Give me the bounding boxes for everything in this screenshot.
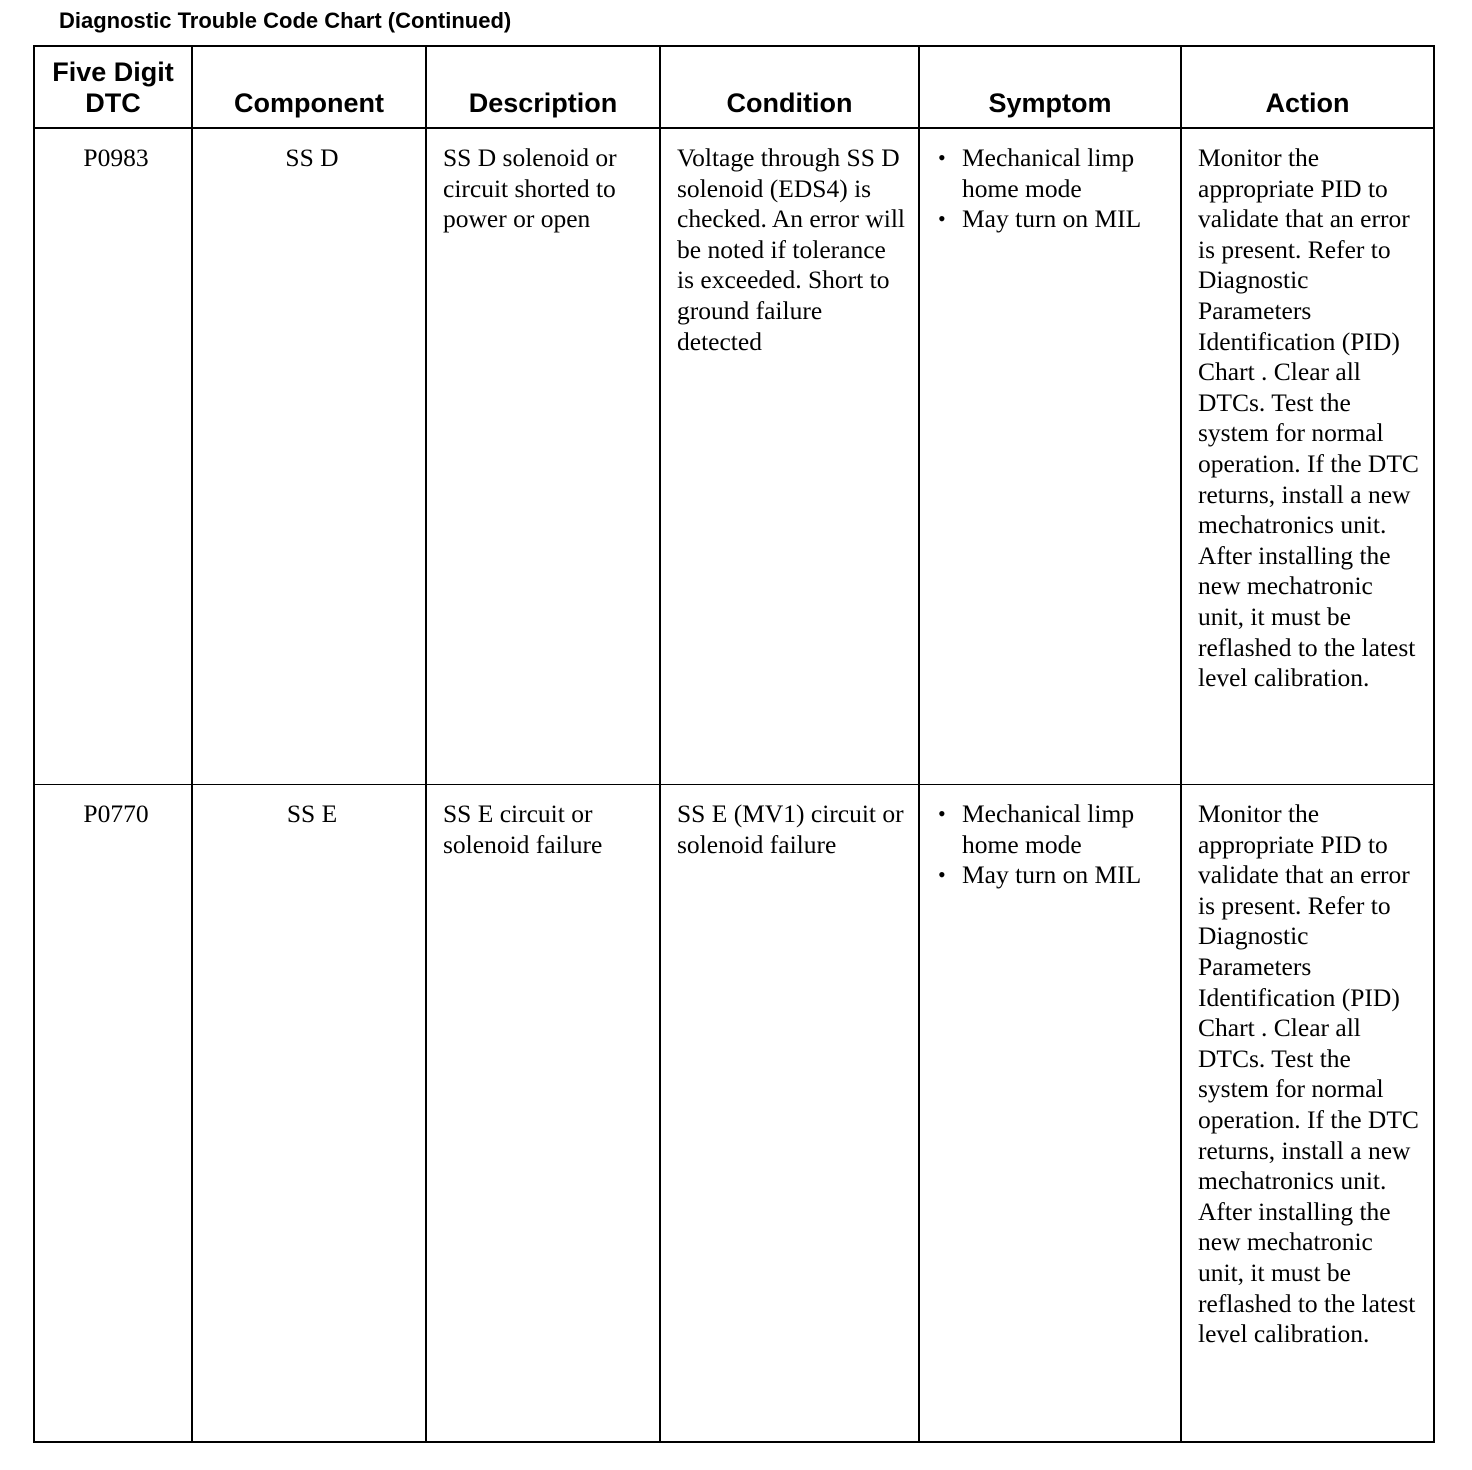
cell-symptom	[919, 128, 1181, 785]
bullet-icon: •	[938, 206, 946, 232]
cell-action: Monitor the appropriate PID to validate that an error is present. Refer to Diagnostic Parameters Identification (PID) Chart . Clear all DTCs. Test the system for normal operation. If the DTC returns, install a new mechatronics unit. After installing the new mechatronic unit, it must be reflashed to the latest level calibration.	[1181, 785, 1434, 1443]
header-description: Description	[426, 46, 660, 128]
table-header-row	[34, 46, 1434, 128]
cell-condition: SS E (MV1) circuit or solenoid failure	[660, 785, 919, 1443]
bullet-icon: •	[938, 862, 946, 888]
cell-dtc: P0983	[34, 128, 192, 785]
symptom-text: May turn on MIL	[962, 204, 1142, 234]
symptom-item	[936, 204, 1170, 235]
cell-description: SS D solenoid or circuit shorted to power or open	[426, 128, 660, 785]
bullet-icon: •	[938, 801, 946, 826]
symptom-item	[936, 799, 1170, 860]
cell-component: SS D	[192, 128, 426, 785]
cell-action: Monitor the appropriate PID to validate that an error is present. Refer to Diagnostic Parameters Identification (PID) Chart . Clear all DTCs. Test the system for normal operation. If the DTC returns, install a new mechatronics unit. After installing the new mechatronic unit, it must be reflashed to the latest level calibration.	[1181, 128, 1434, 785]
cell-dtc: P0770	[34, 785, 192, 1443]
header-component: Component	[192, 46, 426, 128]
symptom-item	[936, 860, 1170, 891]
symptom-text: Mechanical limp home mode	[962, 143, 1135, 203]
table-row	[34, 128, 1434, 785]
header-condition: Condition	[660, 46, 919, 128]
cell-symptom	[919, 785, 1181, 1443]
header-action: Action	[1181, 46, 1434, 128]
dtc-table	[33, 45, 1435, 1443]
symptom-list	[936, 799, 1170, 891]
symptom-list	[936, 143, 1170, 235]
cell-condition: Voltage through SS D solenoid (EDS4) is checked. An error will be noted if tolerance is exceeded. Short to ground failure detected	[660, 128, 919, 785]
symptom-text: May turn on MIL	[962, 860, 1142, 890]
page-title: Diagnostic Trouble Code Chart (Continued)	[59, 8, 512, 33]
table-row	[34, 785, 1434, 1443]
cell-component: SS E	[192, 785, 426, 1443]
symptom-item	[936, 143, 1170, 204]
header-five-digit-dtc: Five Digit DTC	[34, 46, 192, 128]
bullet-icon: •	[938, 145, 946, 170]
symptom-text: Mechanical limp home mode	[962, 799, 1135, 859]
header-symptom: Symptom	[919, 46, 1181, 128]
cell-description: SS E circuit or solenoid failure	[426, 785, 660, 1443]
